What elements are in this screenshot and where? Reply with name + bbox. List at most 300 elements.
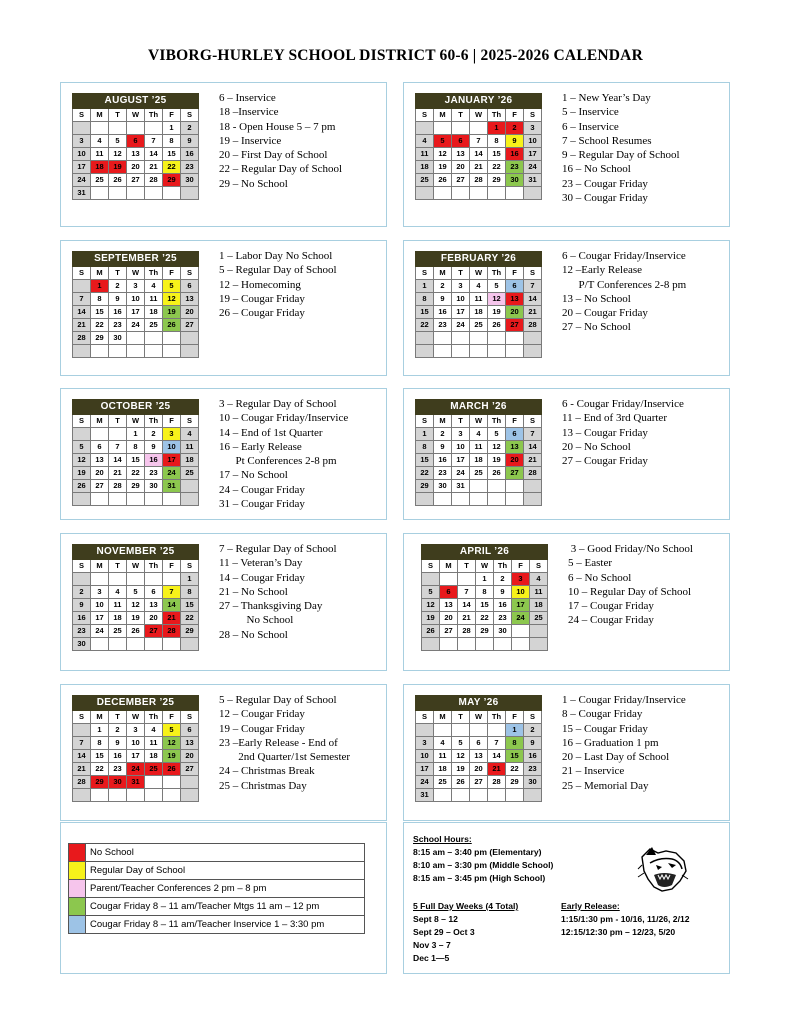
month-card bbox=[60, 82, 387, 227]
calendar-day bbox=[470, 345, 488, 358]
calendar-day bbox=[91, 493, 109, 506]
calendar-day: 3 bbox=[127, 280, 145, 293]
calendar-day: 14 bbox=[73, 306, 91, 319]
month-name: MAY ’26 bbox=[416, 696, 542, 711]
calendar-day bbox=[488, 345, 506, 358]
calendar-day: 11 bbox=[181, 441, 199, 454]
calendar-day: 15 bbox=[163, 148, 181, 161]
calendar-day: 4 bbox=[109, 586, 127, 599]
calendar-day bbox=[488, 724, 506, 737]
calendar-day: 10 bbox=[524, 135, 542, 148]
event-item: 21 – Inservice bbox=[562, 765, 625, 778]
event-item: 6 – Inservice bbox=[562, 120, 619, 133]
calendar-day: 28 bbox=[458, 625, 476, 638]
calendar-day: 2 bbox=[434, 280, 452, 293]
calendar-day bbox=[109, 428, 127, 441]
calendar-day: 20 bbox=[506, 454, 524, 467]
calendar-day: 11 bbox=[109, 599, 127, 612]
calendar-day: 24 bbox=[73, 174, 91, 187]
calendar-day bbox=[488, 493, 506, 506]
event-item: 17 – No School bbox=[219, 469, 288, 482]
calendar-day: 22 bbox=[91, 319, 109, 332]
legend-row bbox=[69, 844, 365, 862]
calendar-day: 19 bbox=[73, 467, 91, 480]
calendar-day: 27 bbox=[181, 763, 199, 776]
calendar-day: 4 bbox=[470, 428, 488, 441]
event-item: 12 – Homecoming bbox=[219, 278, 301, 291]
calendar-day: 5 bbox=[109, 135, 127, 148]
calendar-day: 15 bbox=[91, 750, 109, 763]
calendar-day bbox=[109, 187, 127, 200]
day-of-week-header: M bbox=[91, 415, 109, 428]
calendar-day: 24 bbox=[512, 612, 530, 625]
calendar-day: 13 bbox=[181, 293, 199, 306]
legend-row bbox=[69, 898, 365, 916]
calendar-day: 25 bbox=[145, 763, 163, 776]
calendar-day bbox=[458, 638, 476, 651]
calendar-day: 7 bbox=[524, 428, 542, 441]
calendar-day bbox=[452, 187, 470, 200]
calendar-day bbox=[145, 122, 163, 135]
event-item: 26 – Cougar Friday bbox=[219, 307, 305, 320]
day-of-week-header: M bbox=[434, 415, 452, 428]
calendar-day: 1 bbox=[506, 724, 524, 737]
event-item: 11 – End of 3rd Quarter bbox=[562, 412, 667, 425]
full-week-3: Nov 3 – 7 bbox=[413, 940, 451, 950]
month-card bbox=[60, 388, 387, 520]
hours-high: 8:15 am – 3:45 pm (High School) bbox=[413, 873, 546, 883]
day-of-week-header: T bbox=[109, 711, 127, 724]
day-of-week-header: Th bbox=[145, 560, 163, 573]
calendar-day: 27 bbox=[470, 776, 488, 789]
early-release-2: 12:15/12:30 pm – 12/23, 5/20 bbox=[561, 927, 676, 937]
calendar-day: 24 bbox=[163, 467, 181, 480]
day-of-week-header: S bbox=[73, 267, 91, 280]
calendar-day bbox=[416, 187, 434, 200]
calendar-day bbox=[73, 789, 91, 802]
event-item: 16 – Graduation 1 pm bbox=[562, 736, 659, 749]
calendar-day: 13 bbox=[440, 599, 458, 612]
calendar-day bbox=[422, 638, 440, 651]
legend-swatch bbox=[69, 844, 86, 862]
calendar-day: 13 bbox=[506, 441, 524, 454]
event-item: 1 – Cougar Friday/Inservice bbox=[562, 694, 686, 706]
calendar-day: 17 bbox=[73, 161, 91, 174]
calendar-day bbox=[452, 724, 470, 737]
hours-middle: 8:10 am – 3:30 pm (Middle School) bbox=[413, 860, 554, 870]
calendar-day: 23 bbox=[109, 319, 127, 332]
calendar-day: 15 bbox=[488, 148, 506, 161]
calendar-day bbox=[416, 122, 434, 135]
calendar-day: 26 bbox=[488, 467, 506, 480]
month-calendar-grid bbox=[72, 399, 199, 506]
calendar-day: 10 bbox=[452, 441, 470, 454]
calendar-day bbox=[145, 776, 163, 789]
calendar-day bbox=[109, 493, 127, 506]
calendar-day: 19 bbox=[422, 612, 440, 625]
calendar-day: 3 bbox=[73, 135, 91, 148]
calendar-day: 20 bbox=[145, 612, 163, 625]
full-week-2: Sept 29 – Oct 3 bbox=[413, 927, 475, 937]
calendar-day: 14 bbox=[458, 599, 476, 612]
day-of-week-header: F bbox=[163, 560, 181, 573]
calendar-day: 14 bbox=[470, 148, 488, 161]
calendar-day bbox=[470, 122, 488, 135]
calendar-day: 30 bbox=[109, 332, 127, 345]
calendar-day: 7 bbox=[470, 135, 488, 148]
calendar-day: 16 bbox=[109, 750, 127, 763]
day-of-week-header: M bbox=[91, 560, 109, 573]
calendar-day: 17 bbox=[163, 454, 181, 467]
event-item: 18 –Inservice bbox=[219, 106, 279, 119]
calendar-day: 12 bbox=[127, 599, 145, 612]
day-of-week-header: S bbox=[524, 267, 542, 280]
calendar-day: 9 bbox=[109, 293, 127, 306]
calendar-day bbox=[181, 789, 199, 802]
legend-swatch bbox=[69, 898, 86, 916]
day-of-week-header: Th bbox=[494, 560, 512, 573]
event-item: 29 – No School bbox=[219, 177, 288, 190]
calendar-day bbox=[488, 480, 506, 493]
calendar-day bbox=[163, 573, 181, 586]
day-of-week-header: T bbox=[452, 711, 470, 724]
calendar-day: 1 bbox=[181, 573, 199, 586]
month-calendar-grid bbox=[72, 695, 199, 802]
day-of-week-header: S bbox=[422, 560, 440, 573]
calendar-day: 28 bbox=[488, 776, 506, 789]
day-of-week-header: F bbox=[163, 267, 181, 280]
calendar-day: 10 bbox=[127, 737, 145, 750]
calendar-day: 18 bbox=[181, 454, 199, 467]
calendar-day bbox=[163, 776, 181, 789]
calendar-day bbox=[181, 332, 199, 345]
calendar-day: 1 bbox=[416, 428, 434, 441]
calendar-day: 26 bbox=[109, 174, 127, 187]
calendar-day: 18 bbox=[530, 599, 548, 612]
calendar-day: 18 bbox=[434, 763, 452, 776]
calendar-day bbox=[145, 332, 163, 345]
calendar-day: 22 bbox=[488, 161, 506, 174]
day-of-week-header: S bbox=[416, 109, 434, 122]
calendar-day: 24 bbox=[452, 467, 470, 480]
calendar-day: 5 bbox=[127, 586, 145, 599]
calendar-day bbox=[163, 493, 181, 506]
calendar-day bbox=[416, 332, 434, 345]
month-events-list bbox=[562, 397, 684, 468]
calendar-day bbox=[109, 345, 127, 358]
calendar-day: 25 bbox=[416, 174, 434, 187]
day-of-week-header: T bbox=[109, 109, 127, 122]
calendar-day: 12 bbox=[434, 148, 452, 161]
calendar-day: 13 bbox=[181, 737, 199, 750]
calendar-day bbox=[181, 187, 199, 200]
event-item: 19 – Cougar Friday bbox=[219, 292, 305, 305]
month-name: APRIL ’26 bbox=[422, 545, 548, 560]
calendar-day: 29 bbox=[127, 480, 145, 493]
calendar-day bbox=[440, 638, 458, 651]
month-calendar-grid bbox=[72, 544, 199, 651]
event-item: 8 – Cougar Friday bbox=[562, 708, 643, 721]
calendar-day: 2 bbox=[109, 280, 127, 293]
calendar-day: 27 bbox=[506, 319, 524, 332]
calendar-day: 11 bbox=[470, 441, 488, 454]
full-week-4: Dec 1—5 bbox=[413, 953, 450, 963]
event-item: 20 – First Day of School bbox=[219, 149, 328, 162]
event-item: 2nd Quarter/1st Semester bbox=[219, 751, 351, 764]
calendar-day: 15 bbox=[416, 454, 434, 467]
calendar-day bbox=[470, 493, 488, 506]
calendar-day: 30 bbox=[73, 638, 91, 651]
month-name: FEBRUARY ’26 bbox=[416, 252, 542, 267]
calendar-day bbox=[163, 332, 181, 345]
day-of-week-header: F bbox=[506, 711, 524, 724]
event-item: 25 – Christmas Day bbox=[219, 779, 307, 792]
calendar-day: 26 bbox=[452, 776, 470, 789]
calendar-day: 29 bbox=[488, 174, 506, 187]
calendar-day: 31 bbox=[524, 174, 542, 187]
calendar-day: 31 bbox=[127, 776, 145, 789]
event-item: 27 – No School bbox=[562, 321, 631, 334]
calendar-day bbox=[434, 789, 452, 802]
calendar-day: 15 bbox=[91, 306, 109, 319]
calendar-day: 7 bbox=[109, 441, 127, 454]
calendar-day: 5 bbox=[163, 724, 181, 737]
event-item: 13 – Cougar Friday bbox=[562, 426, 648, 439]
calendar-day bbox=[506, 480, 524, 493]
month-events-list bbox=[219, 693, 350, 793]
day-of-week-header: Th bbox=[145, 109, 163, 122]
calendar-day: 10 bbox=[512, 586, 530, 599]
calendar-day bbox=[452, 122, 470, 135]
calendar-day: 2 bbox=[434, 428, 452, 441]
event-item: 18 - Open House 5 – 7 pm bbox=[219, 120, 336, 133]
calendar-day bbox=[530, 638, 548, 651]
calendar-day: 12 bbox=[488, 293, 506, 306]
calendar-day: 17 bbox=[127, 306, 145, 319]
day-of-week-header: W bbox=[470, 415, 488, 428]
month-name: NOVEMBER ’25 bbox=[73, 545, 199, 560]
calendar-day: 17 bbox=[452, 454, 470, 467]
calendar-day: 1 bbox=[91, 280, 109, 293]
calendar-day bbox=[91, 187, 109, 200]
calendar-day bbox=[127, 345, 145, 358]
event-item: 23 – Cougar Friday bbox=[562, 177, 648, 190]
calendar-day: 20 bbox=[181, 750, 199, 763]
calendar-day: 4 bbox=[530, 573, 548, 586]
calendar-day: 14 bbox=[145, 148, 163, 161]
calendar-day: 9 bbox=[434, 441, 452, 454]
calendar-day: 14 bbox=[109, 454, 127, 467]
calendar-day: 8 bbox=[127, 441, 145, 454]
day-of-week-header: W bbox=[127, 415, 145, 428]
day-of-week-header: F bbox=[163, 109, 181, 122]
day-of-week-header: Th bbox=[488, 267, 506, 280]
day-of-week-header: M bbox=[434, 109, 452, 122]
calendar-day: 13 bbox=[506, 293, 524, 306]
event-item: 1 – Labor Day No School bbox=[219, 250, 333, 262]
day-of-week-header: T bbox=[458, 560, 476, 573]
calendar-day: 23 bbox=[524, 763, 542, 776]
event-item: 5 – Regular Day of School bbox=[219, 264, 337, 277]
legend-row bbox=[69, 916, 365, 934]
day-of-week-header: F bbox=[506, 267, 524, 280]
day-of-week-header: W bbox=[127, 109, 145, 122]
calendar-day: 22 bbox=[163, 161, 181, 174]
calendar-day bbox=[476, 638, 494, 651]
event-item: 6 – No School bbox=[568, 571, 632, 584]
calendar-day: 17 bbox=[524, 148, 542, 161]
calendar-day: 16 bbox=[506, 148, 524, 161]
calendar-day: 18 bbox=[470, 454, 488, 467]
calendar-day: 7 bbox=[73, 293, 91, 306]
calendar-day: 21 bbox=[73, 763, 91, 776]
event-item: P/T Conferences 2-8 pm bbox=[562, 278, 687, 291]
calendar-day: 30 bbox=[181, 174, 199, 187]
calendar-day: 19 bbox=[163, 750, 181, 763]
calendar-day: 12 bbox=[163, 293, 181, 306]
calendar-day: 21 bbox=[109, 467, 127, 480]
calendar-day: 9 bbox=[109, 737, 127, 750]
calendar-day: 4 bbox=[181, 428, 199, 441]
day-of-week-header: M bbox=[91, 267, 109, 280]
calendar-day: 4 bbox=[416, 135, 434, 148]
calendar-day: 10 bbox=[73, 148, 91, 161]
day-of-week-header: T bbox=[452, 109, 470, 122]
event-item: 3 – Good Friday/No School bbox=[568, 543, 693, 555]
color-legend bbox=[68, 843, 365, 934]
calendar-day: 2 bbox=[524, 724, 542, 737]
calendar-day: 19 bbox=[434, 161, 452, 174]
calendar-day: 1 bbox=[488, 122, 506, 135]
month-events-list bbox=[568, 542, 693, 628]
calendar-day bbox=[127, 573, 145, 586]
calendar-day bbox=[524, 493, 542, 506]
month-events-list bbox=[562, 249, 686, 335]
calendar-day: 3 bbox=[163, 428, 181, 441]
calendar-day: 2 bbox=[109, 724, 127, 737]
calendar-day: 27 bbox=[91, 480, 109, 493]
calendar-day: 15 bbox=[506, 750, 524, 763]
event-item: 5 – Regular Day of School bbox=[219, 694, 337, 706]
calendar-day: 26 bbox=[488, 319, 506, 332]
calendar-day: 23 bbox=[181, 161, 199, 174]
calendar-day: 10 bbox=[91, 599, 109, 612]
day-of-week-header: T bbox=[109, 415, 127, 428]
day-of-week-header: S bbox=[73, 711, 91, 724]
calendar-day: 11 bbox=[91, 148, 109, 161]
calendar-day: 4 bbox=[145, 724, 163, 737]
calendar-day: 6 bbox=[91, 441, 109, 454]
calendar-day bbox=[109, 573, 127, 586]
calendar-day: 25 bbox=[91, 174, 109, 187]
calendar-day: 16 bbox=[494, 599, 512, 612]
calendar-day bbox=[181, 638, 199, 651]
calendar-day: 17 bbox=[416, 763, 434, 776]
month-card bbox=[403, 533, 730, 671]
calendar-day: 15 bbox=[181, 599, 199, 612]
month-calendar-grid bbox=[72, 251, 199, 358]
calendar-day bbox=[524, 332, 542, 345]
calendar-day: 12 bbox=[452, 750, 470, 763]
day-of-week-header: W bbox=[470, 711, 488, 724]
calendar-day bbox=[470, 332, 488, 345]
school-hours-card bbox=[403, 822, 730, 974]
month-events-list bbox=[562, 693, 686, 793]
calendar-day: 20 bbox=[91, 467, 109, 480]
day-of-week-header: S bbox=[181, 109, 199, 122]
event-item: 19 – Inservice bbox=[219, 134, 282, 147]
calendar-day: 8 bbox=[91, 737, 109, 750]
calendar-day bbox=[416, 493, 434, 506]
day-of-week-header: S bbox=[524, 415, 542, 428]
calendar-day: 21 bbox=[524, 306, 542, 319]
calendar-day: 24 bbox=[416, 776, 434, 789]
calendar-day: 11 bbox=[434, 750, 452, 763]
calendar-day bbox=[416, 345, 434, 358]
calendar-day: 6 bbox=[181, 280, 199, 293]
calendar-day: 25 bbox=[470, 319, 488, 332]
calendar-day bbox=[91, 573, 109, 586]
day-of-week-header: T bbox=[452, 415, 470, 428]
calendar-day: 6 bbox=[506, 428, 524, 441]
calendar-day: 14 bbox=[524, 441, 542, 454]
calendar-day: 28 bbox=[470, 174, 488, 187]
event-item: 11 – Veteran’s Day bbox=[219, 557, 303, 570]
calendar-day: 6 bbox=[506, 280, 524, 293]
calendar-day bbox=[422, 573, 440, 586]
month-calendar-grid bbox=[421, 544, 548, 651]
calendar-day: 10 bbox=[452, 293, 470, 306]
calendar-day bbox=[452, 345, 470, 358]
calendar-day: 6 bbox=[440, 586, 458, 599]
calendar-day: 19 bbox=[163, 306, 181, 319]
calendar-day bbox=[512, 625, 530, 638]
calendar-day bbox=[73, 493, 91, 506]
calendar-day bbox=[181, 480, 199, 493]
calendar-day bbox=[73, 345, 91, 358]
calendar-day: 6 bbox=[181, 724, 199, 737]
event-item: 15 – Cougar Friday bbox=[562, 722, 648, 735]
calendar-day: 23 bbox=[145, 467, 163, 480]
calendar-day: 9 bbox=[434, 293, 452, 306]
calendar-day: 22 bbox=[416, 319, 434, 332]
calendar-day: 22 bbox=[91, 763, 109, 776]
calendar-day: 15 bbox=[416, 306, 434, 319]
calendar-day bbox=[524, 789, 542, 802]
calendar-day: 25 bbox=[181, 467, 199, 480]
calendar-day: 28 bbox=[524, 319, 542, 332]
calendar-day: 30 bbox=[494, 625, 512, 638]
calendar-day: 26 bbox=[163, 319, 181, 332]
calendar-day: 19 bbox=[488, 454, 506, 467]
calendar-day: 16 bbox=[145, 454, 163, 467]
calendar-day: 25 bbox=[145, 319, 163, 332]
month-name: DECEMBER ’25 bbox=[73, 696, 199, 711]
calendar-day bbox=[506, 187, 524, 200]
calendar-day bbox=[506, 345, 524, 358]
event-item: 19 – Cougar Friday bbox=[219, 722, 305, 735]
calendar-day: 20 bbox=[452, 161, 470, 174]
calendar-day: 15 bbox=[476, 599, 494, 612]
day-of-week-header: M bbox=[434, 711, 452, 724]
calendar-day bbox=[91, 789, 109, 802]
event-item: 10 – Cougar Friday/Inservice bbox=[219, 412, 349, 425]
calendar-day: 21 bbox=[458, 612, 476, 625]
calendar-day: 3 bbox=[452, 428, 470, 441]
day-of-week-header: M bbox=[434, 267, 452, 280]
calendar-day: 15 bbox=[127, 454, 145, 467]
event-item: 24 – Christmas Break bbox=[219, 765, 315, 778]
